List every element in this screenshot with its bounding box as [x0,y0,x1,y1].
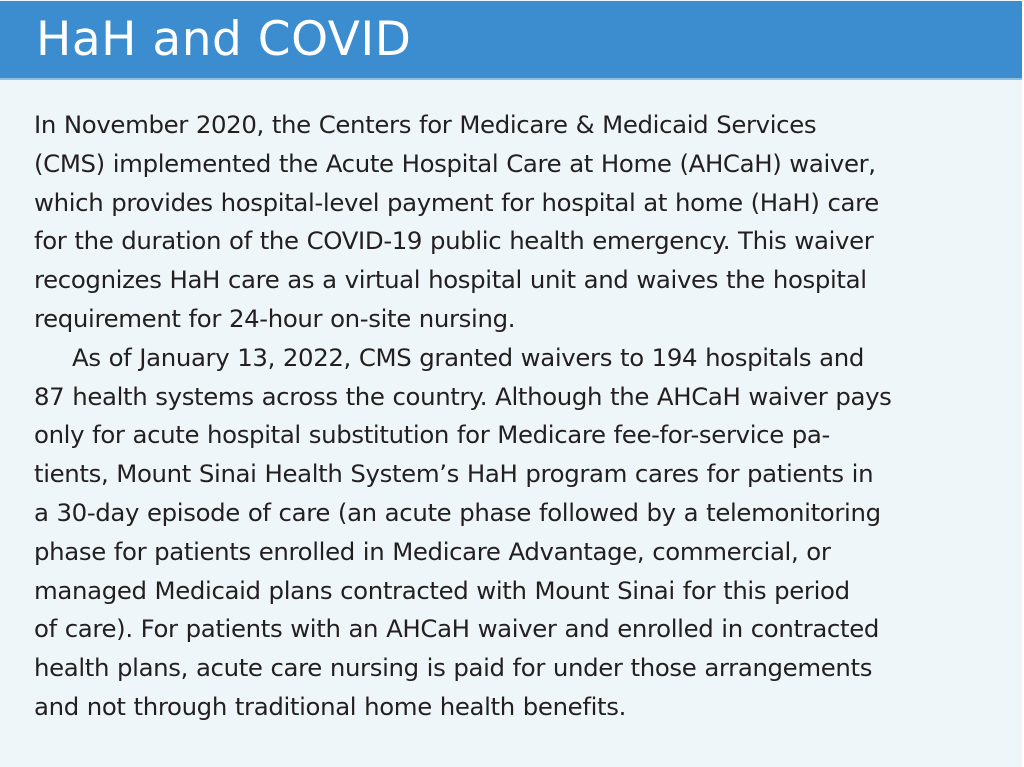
paragraph-line: (CMS) implemented the Acute Hospital Care at Home (AHCaH) waiver, [34,148,876,178]
paragraph-line: requirement for 24-hour on-site nursing. [34,303,516,333]
paragraph-line: tients, Mount Sinai Health System’s HaH program cares for patients in [34,459,874,489]
paragraph-2 [34,339,994,727]
paragraph-line: managed Medicaid plans contracted with Mount Sinai for this period [34,575,850,605]
paragraph-line: As of January 13, 2022, CMS granted waivers to 194 hospitals and [72,342,865,372]
paragraph-line: health plans, acute care nursing is paid for under those arrangements [34,653,873,683]
paragraph-line: for the duration of the COVID-19 public health emergency. This waiver [34,226,874,256]
sidebar-title: HaH and COVID [36,12,412,67]
paragraph-line: phase for patients enrolled in Medicare Advantage, commercial, or [34,536,831,566]
sidebar-body [34,106,994,727]
paragraph-line: of care). For patients with an AHCaH waiver and enrolled in contracted [34,614,879,644]
paragraph-line: recognizes HaH care as a virtual hospital unit and waives the hospital [34,265,867,295]
paragraph-line: 87 health systems across the country. Although the AHCaH waiver pays [34,381,892,411]
sidebar-header [0,1,1022,80]
paragraph-line: and not through traditional home health benefits. [34,691,626,721]
paragraph-line: a 30-day episode of care (an acute phase followed by a telemonitoring [34,497,881,527]
paragraph-line: which provides hospital-level payment for hospital at home (HaH) care [34,187,879,217]
paragraph-line: In November 2020, the Centers for Medicare & Medicaid Services [34,110,817,139]
paragraph-line: only for acute hospital substitution for Medicare fee-for-service pa- [34,420,830,450]
paragraph-1 [34,106,994,339]
